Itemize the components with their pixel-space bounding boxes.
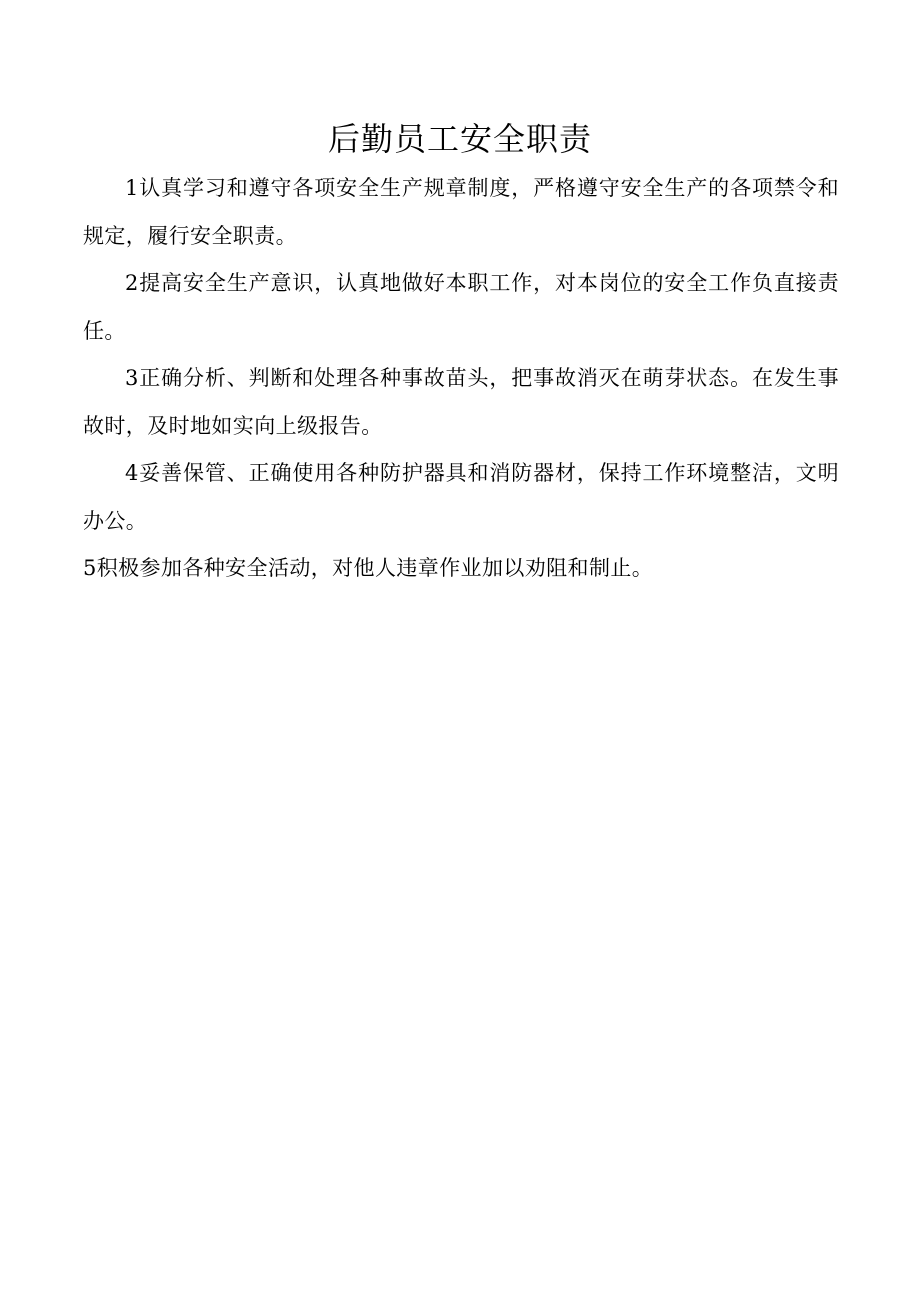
duty-item-4: 4妥善保管、正确使用各种防护器具和消防器材，保持工作环境整洁，文明办公。 (83, 461, 839, 533)
duty-item-1: 1认真学习和遵守各项安全生产规章制度，严格遵守安全生产的各项禁令和规定，履行安全职责。 (83, 176, 839, 248)
document-title: 后勤员工安全职责 (327, 120, 592, 158)
duty-item-3: 3正确分析、判断和处理各种事故苗头，把事故消灭在萌芽状态。在发生事故时，及时地如实向上级报告。 (83, 366, 839, 438)
document-body (83, 165, 839, 593)
duty-item-2: 2提高安全生产意识，认真地做好本职工作，对本岗位的安全工作负直接责任。 (83, 271, 839, 343)
duty-item-5: 5积极参加各种安全活动，对他人违章作业加以劝阻和制止。 (83, 556, 654, 580)
